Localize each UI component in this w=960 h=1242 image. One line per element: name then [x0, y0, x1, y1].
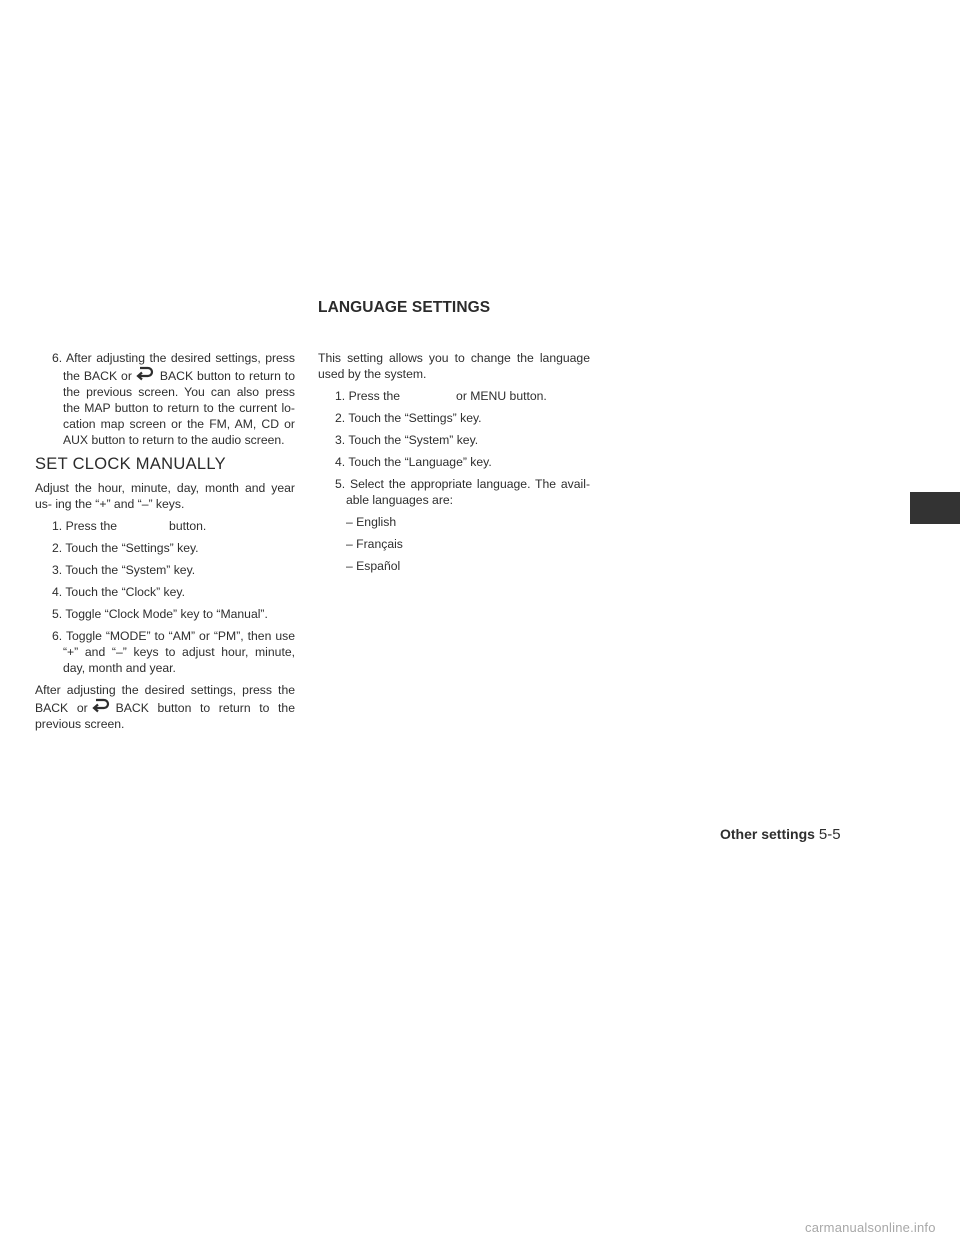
footer-page-number: 5-5	[818, 826, 841, 843]
step-text: Touch the “Settings” key.	[348, 411, 482, 425]
step-text: Toggle “Clock Mode” key to “Manual”.	[65, 607, 268, 621]
language-intro: This setting allows you to change the language used by the system.	[318, 351, 590, 381]
step-number: 2.	[52, 541, 63, 555]
page-footer	[720, 826, 841, 843]
language-step-3	[318, 432, 590, 448]
watermark: carmanualsonline.info	[805, 1220, 936, 1235]
step-number: 1.	[335, 389, 346, 403]
step-text-post: BACK button to return to the previous screen. You can also press the MAP button to return to the current lo- cation map screen or the FM, AM, CD or AUX button to return to the audio screen.	[63, 369, 295, 447]
step-text-pre: Press the	[348, 389, 401, 403]
back-arrow-icon	[136, 366, 154, 382]
step-text-pre: Press the	[65, 519, 118, 533]
footer-section-title: Other settings	[720, 826, 815, 842]
step-text: Touch the “System” key.	[65, 563, 196, 577]
right-column	[318, 350, 590, 580]
step-text: Touch the “System” key.	[348, 433, 479, 447]
step-text-post: button.	[169, 519, 207, 533]
clock-step-2	[35, 540, 295, 556]
left-column	[35, 350, 295, 738]
language-step-4	[318, 454, 590, 470]
step-text-pre: After adjusting the desired settings, press the BACK or	[63, 351, 295, 383]
language-option-francais: – Français	[346, 537, 403, 551]
step-text: Touch the “Language” key.	[348, 455, 492, 469]
step-number: 4.	[335, 455, 346, 469]
clock-closing	[35, 682, 295, 732]
language-step-2	[318, 410, 590, 426]
clock-step-4	[35, 584, 295, 600]
set-clock-manually-heading: SET CLOCK MANUALLY	[35, 455, 226, 473]
clock-step-6	[35, 628, 295, 676]
language-settings-heading: LANGUAGE SETTINGS	[318, 299, 491, 316]
step-number: 3.	[335, 433, 346, 447]
step-text: Select the appropriate language. The avail- able languages are:	[346, 477, 590, 507]
back-arrow-icon	[92, 698, 110, 714]
closing-text-post: BACK button to return to the previous screen.	[35, 701, 295, 731]
clock-step-3	[35, 562, 295, 578]
closing-text-pre: After adjusting the desired settings, press the BACK or	[35, 683, 295, 715]
step-6-back-note	[35, 350, 295, 448]
step-text: Toggle “MODE” to “AM” or “PM”, then use “+” and “–” keys to adjust hour, minute, day, month and year.	[63, 629, 295, 675]
step-number: 1.	[52, 519, 63, 533]
language-option-espanol: – Español	[346, 559, 401, 573]
section-tab-marker	[910, 492, 960, 524]
step-text: Touch the “Settings” key.	[65, 541, 199, 555]
clock-step-1	[35, 518, 295, 534]
step-number: 6.	[52, 351, 63, 365]
step-number: 5.	[52, 607, 63, 621]
step-number: 4.	[52, 585, 63, 599]
step-text: Touch the “Clock” key.	[65, 585, 186, 599]
language-step-1	[318, 388, 590, 404]
language-option-english: – English	[346, 515, 397, 529]
step-text-post: or MENU button.	[456, 389, 547, 403]
step-number: 2.	[335, 411, 346, 425]
clock-intro: Adjust the hour, minute, day, month and year us- ing the “+” and “–” keys.	[35, 481, 295, 511]
clock-step-5	[35, 606, 295, 622]
step-number: 6.	[52, 629, 63, 643]
step-number: 3.	[52, 563, 63, 577]
language-step-5	[318, 476, 590, 508]
step-number: 5.	[335, 477, 346, 491]
